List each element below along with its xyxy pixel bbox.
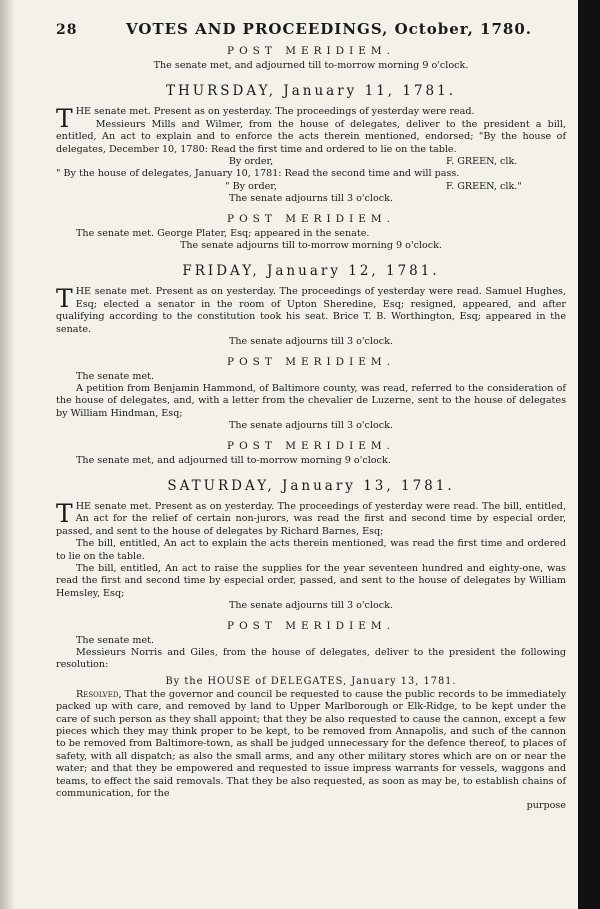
pm-text: The senate met.	[76, 370, 155, 382]
pm-text: The senate met, and adjourned till to-morrow morning 9 o'clock.	[76, 454, 391, 466]
house-of-delegates-heading: By the HOUSE of DELEGATES, January 13, 1781.	[165, 675, 457, 687]
signature-row	[56, 181, 566, 193]
document-page	[56, 20, 566, 813]
thursday-paragraph-1: THE senate met. Present as on yesterday. The proceedings of yesterday were read.	[56, 104, 475, 134]
day-heading-thursday: THURSDAY, January 11, 1781.	[165, 83, 457, 100]
running-header	[56, 20, 566, 38]
drop-cap: T	[56, 498, 73, 528]
post-meridiem-heading: POST MERIDIEM.	[227, 619, 395, 632]
post-meridiem-heading: POST MERIDIEM.	[227, 45, 395, 57]
pm-text: The senate met. George Plater, Esq; appeared in the senate.	[76, 227, 370, 239]
post-meridiem-heading: POST MERIDIEM.	[227, 355, 395, 368]
signature-label: " By order,	[225, 180, 277, 192]
adjourn-note: The senate adjourns till 3 o'clock.	[228, 193, 394, 205]
drop-cap: T	[56, 284, 73, 314]
page-title: VOTES AND PROCEEDINGS, October, 1780.	[126, 20, 532, 38]
post-meridiem-heading: POST MERIDIEM.	[227, 439, 395, 452]
adjourn-note: The senate adjourns till 3 o'clock.	[228, 600, 394, 612]
signature-name: F. GREEN, clk.	[446, 156, 518, 168]
page-gutter-shadow	[0, 0, 14, 909]
day-heading-saturday: SATURDAY, January 13, 1781.	[167, 477, 455, 494]
signature-label: By order,	[228, 156, 274, 168]
adjourn-note: The senate adjourns till to-morrow morning 9 o'clock.	[179, 240, 443, 252]
pm-text: The senate met.	[76, 634, 155, 646]
saturday-paragraph-1: THE senate met. Present as on yesterday. The proceedings of yesterday were read. The bill, entitled, An act for the relief of certain non-jurors, was read the first and second time by especial order, passed, and sent to the house of delegates by Richard Barnes, Esq;	[56, 498, 566, 537]
drop-cap: T	[56, 104, 73, 134]
pm-petition-text: A petition from Benjamin Hammond, of Baltimore county, was read, referred to the consideration of the house of delegates, and, with a letter from the chevalier de Luzerne, sent to the house of delegates by William Hindman, Esq;	[56, 382, 566, 419]
pm-text: The senate met, and adjourned till to-morrow morning 9 o'clock.	[153, 60, 469, 71]
thursday-paragraph-3: " By the house of delegates, January 10, 1781: Read the second time and will pass.	[56, 168, 460, 180]
pm-delegates-text: Messieurs Norris and Giles, from the house of delegates, deliver to the president the following resolution:	[56, 647, 566, 671]
friday-paragraph-1: THE senate met. Present as on yesterday. The proceedings of yesterday were read. Samuel Hughes, Esq; elected a senator in the room of Upton Sheredine, Esq; resigned, appeared, and after qualifying according to the constitution took his seat. Brice T. B. Worthington, Esq; appeared in the senate.	[56, 284, 566, 335]
day-heading-friday: FRIDAY, January 12, 1781.	[182, 263, 440, 280]
resolved-word: Resolved,	[76, 688, 122, 700]
signature-name: F. GREEN, clk."	[446, 180, 522, 192]
post-meridiem-heading: POST MERIDIEM.	[227, 212, 395, 225]
catchword: purpose	[526, 800, 566, 812]
saturday-paragraph-3: The bill, entitled, An act to raise the supplies for the year seventeen hundred and eighty-one, was read the first and second time by especial order, passed, and sent to the house of delegates by William Hemsley, Esq;	[56, 562, 566, 599]
adjourn-note: The senate adjourns till 3 o'clock.	[228, 420, 394, 432]
thursday-paragraph-2: Messieurs Mills and Wilmer, from the house of delegates, deliver to the president a bill, entitled, An act to explain and to enforce the acts therein mentioned, endorsed; "By the house of delegates, December 10, 1780: Read the first time and ordered to lie on the table.	[56, 118, 566, 155]
saturday-paragraph-2: The bill, entitled, An act to explain the acts therein mentioned, was read the first time and ordered to lie on the table.	[56, 538, 566, 562]
adjourn-note: The senate adjourns till 3 o'clock.	[228, 336, 394, 348]
scan-edge	[578, 0, 600, 909]
signature-row	[56, 156, 566, 168]
resolution-paragraph: Resolved, That the governor and council be requested to cause the public records to be immediately packed up with care, and removed by land to Upper Marlborough or Elk-Ridge, to be kept under the care of such person as they shall appoint; that they be also requested to cause the cannon, except a few pieces which they may think proper to be kept, to be removed from Annapolis, and such of the cannon to be removed from Baltimore-town, as shall be judged unnecessary for the defence thereof, to places of safety, with all dispatch; as also the small arms, and any other military stores which are on or near the water; and that they be empowered and requested to issue impress warrants for vessels, waggons and teams, to effect the said removals. That they be also requested, as soon as may be, to establish chains of communication, for the	[56, 688, 566, 800]
page-number: 28	[56, 22, 78, 38]
